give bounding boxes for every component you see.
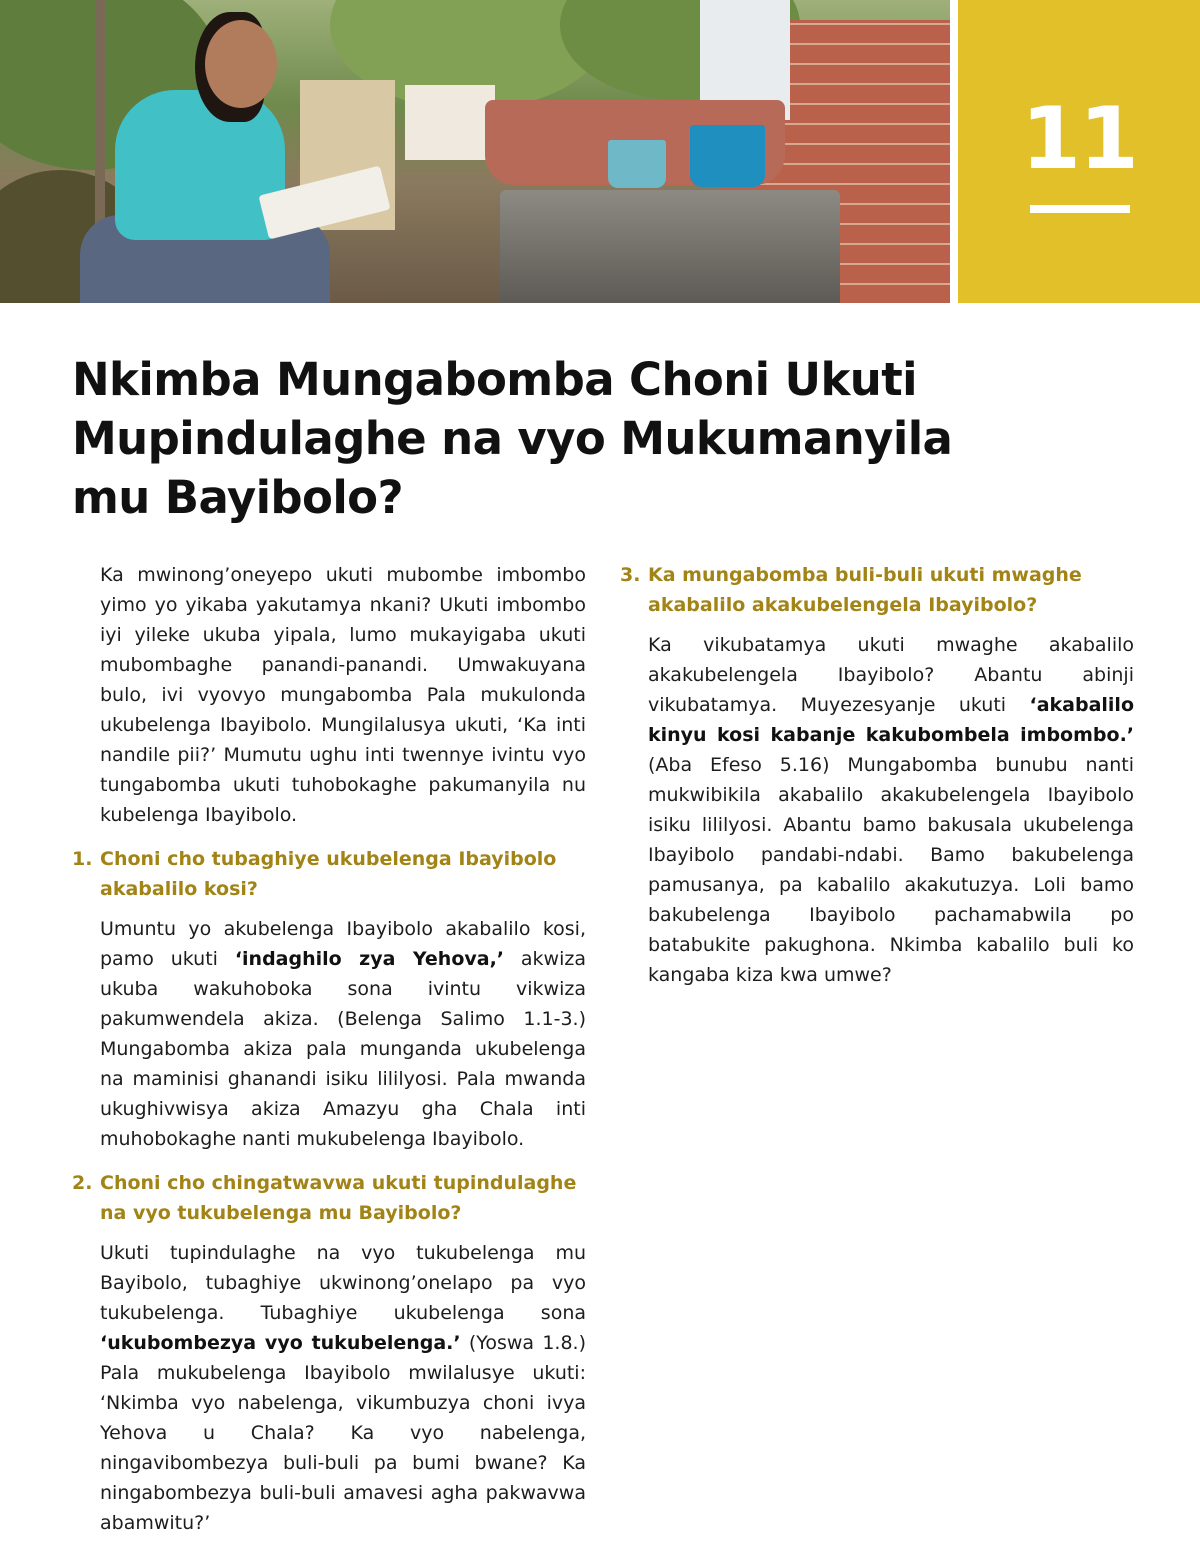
question-number: 3. [620, 564, 641, 586]
answer-text: Ukuti tupindulaghe na vyo tukubelenga mu Bayibolo, tubaghiye ukwinong’onelapo pa vyo tukubelenga. Tubaghiye ukubelenga sona [100, 1242, 586, 1324]
question-text: Ka mungabomba buli-buli ukuti mwaghe akabalilo akakubelengela Ibayibolo? [648, 564, 1082, 616]
header-photo [0, 0, 950, 303]
answer-3 [648, 630, 1134, 990]
right-column [620, 560, 1134, 1002]
question-text: Choni cho chingatwavwa ukuti tupindulaghe na vyo tukubelenga mu Bayibolo? [100, 1172, 577, 1224]
left-column [72, 560, 586, 1550]
answer-text: (Aba Efeso 5.16) Mungabomba bunubu nanti mukwibikila akabalilo akakubelengela Ibayibolo isiku lililyosi. Abantu bamo bakusala ukubelenga Ibayibolo pandabi-ndabi. Bamo bakubelenga pamusanya, pa kabalilo akakutuzya. Loli bamo bakubelenga Ibayibolo pachamabwila po batabukite pakughona. Nkimba kabalilo buli ko kangaba kiza kwa umwe? [648, 754, 1134, 986]
question-number: 1. [72, 848, 93, 870]
answer-text: (Yoswa 1.8.) Pala mukubelenga Ibayibolo mwilalusye ukuti: ‘Nkimba vyo nabelenga, vikumbuzya choni ivya Yehova u Chala? Ka vyo nabelenga, ningavibombezya buli-buli pa bumi bwane? Ka ningabombezya buli-buli amavesi agha pakwavwa abamwitu?’ [100, 1332, 586, 1534]
answer-bold: ‘indaghilo zya Yehova,’ [234, 948, 505, 970]
answer-text: akwiza ukuba wakuhoboka sona ivintu vikwiza pakumwendela akiza. (Belenga Salimo 1.1-3.) Mungabomba akiza pala munganda ukubelenga na maminisi ghanandi isiku lililyosi. Pala mwanda ukughivwisya akiza Amazyu gha Chala inti muhobokaghe nanti mukubelenga Ibayibolo. [100, 948, 586, 1150]
question-3 [620, 560, 1134, 620]
page-title: Nkimba Mungabomba Choni Ukuti Mupindulaghe na vyo Mukumanyila mu Bayibolo? [72, 353, 953, 524]
answer-bold: ‘ukubombezya vyo tukubelenga.’ [100, 1332, 461, 1354]
answer-1 [100, 914, 586, 1154]
question-1 [72, 844, 586, 904]
chapter-badge [958, 0, 1200, 303]
question-text: Choni cho tubaghiye ukubelenga Ibayibolo akabalilo kosi? [100, 848, 557, 900]
answer-text: Umuntu yo akubelenga Ibayibolo akabalilo kosi, pamo ukuti [100, 918, 586, 970]
chapter-number: 11 [1021, 89, 1137, 189]
answer-text: Ka vikubatamya ukuti mwaghe akabalilo akakubelengela Ibayibolo? Abantu abinji vikubatamya. Muyezesyanje ukuti [648, 634, 1134, 716]
intro-paragraph: Ka mwinong’oneyepo ukuti mubombe imbombo yimo yo yikaba yakutamya nkani? Ukuti imbombo iyi yileke ukuba yipala, lumo mukayigaba ukuti mubombaghe panandi-panandi. Umwakuyana bulo, ivi vyovyo mungabomba Pala mukulonda ukubelenga Ibayibolo. Mungilalusya ukuti, ‘Ka inti nandile pii?’ Mumutu ughu inti twennye ivintu vyo tungabomba ukuti tuhobokaghe pakumanyila nu kubelenga Ibayibolo. [100, 564, 586, 826]
answer-2 [100, 1238, 586, 1538]
answer-bold: ‘akabalilo kinyu kosi kabanje kakubombela imbombo.’ [648, 694, 1134, 746]
question-number: 2. [72, 1172, 93, 1194]
question-2 [72, 1168, 586, 1228]
chapter-underline [1030, 205, 1130, 213]
